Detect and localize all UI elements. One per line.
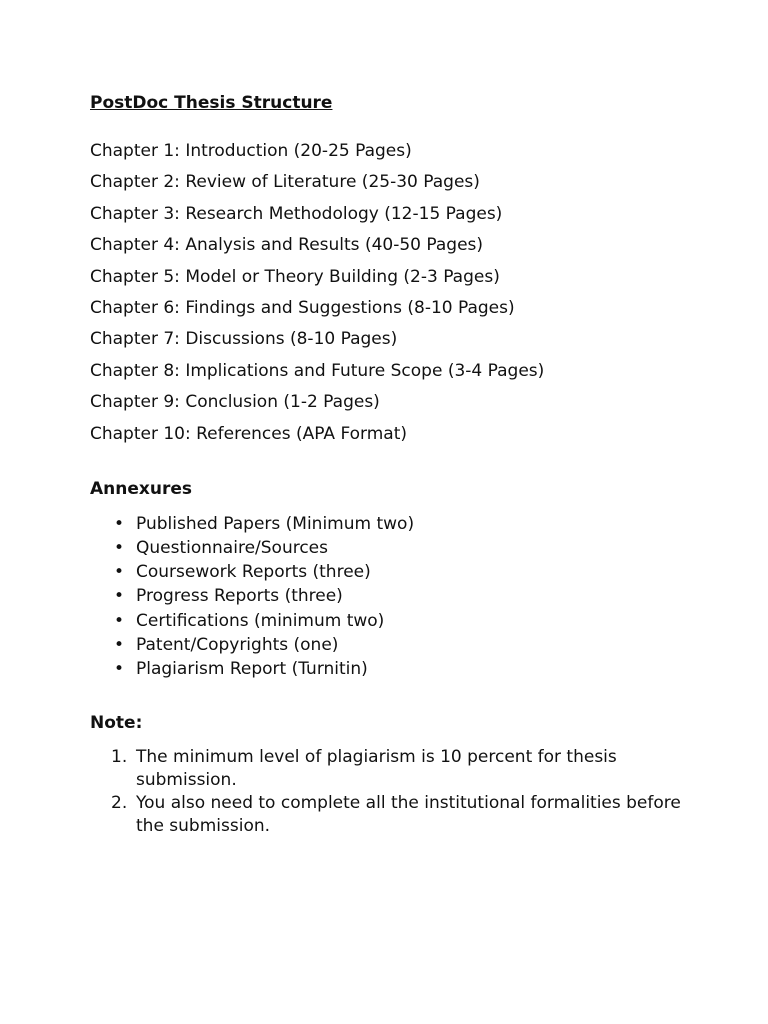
chapter-item: Chapter 9: Conclusion (1-2 Pages) [90, 392, 380, 413]
note-heading: Note: [90, 712, 143, 733]
chapter-list [90, 140, 710, 445]
annexures-list [90, 512, 710, 682]
note-item: The minimum level of plagiarism is 10 percent for thesis submission. [136, 746, 617, 790]
annexure-item: • Certifications (minimum two) [136, 609, 710, 633]
document-page [90, 92, 710, 838]
chapter-item: Chapter 10: References (APA Format) [90, 423, 407, 444]
annexure-item: • Questionnaire/Sources [136, 536, 710, 560]
chapter-item: Chapter 4: Analysis and Results (40-50 Pages) [90, 235, 484, 256]
note-list [90, 746, 710, 838]
annexure-item: • Progress Reports (three) [136, 584, 710, 608]
chapter-item: Chapter 2: Review of Literature (25-30 Pages) [90, 172, 480, 193]
annexure-item: • Patent/Copyrights (one) [136, 633, 710, 657]
document-title: PostDoc Thesis Structure [90, 93, 333, 113]
chapter-item: Chapter 1: Introduction (20-25 Pages) [90, 141, 412, 161]
chapter-item: Chapter 6: Findings and Suggestions (8-10 Pages) [90, 297, 515, 318]
annexure-item: • Published Papers (Minimum two) [136, 512, 710, 536]
annexure-item: • Coursework Reports (three) [136, 560, 710, 584]
chapter-item: Chapter 8: Implications and Future Scope (3-4 Pages) [90, 360, 545, 381]
annexures-heading: Annexures [90, 478, 192, 499]
note-item: You also need to complete all the institutional formalities before the submission. [136, 792, 681, 836]
chapter-item: Chapter 3: Research Methodology (12-15 Pages) [90, 203, 503, 224]
annexure-item: • Plagiarism Report (Turnitin) [136, 657, 710, 681]
chapter-item: Chapter 7: Discussions (8-10 Pages) [90, 329, 398, 350]
chapter-item: Chapter 5: Model or Theory Building (2-3 Pages) [90, 266, 500, 287]
